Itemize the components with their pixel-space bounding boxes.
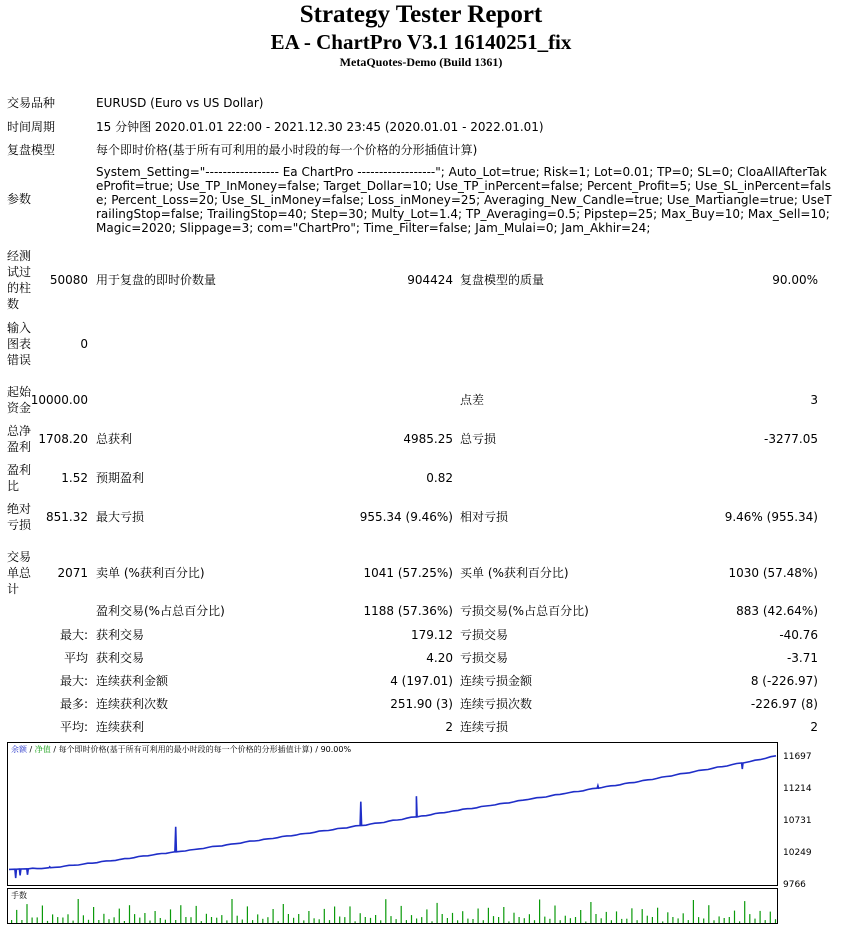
report-subtitle: EA - ChartPro V3.1 16140251_fix [270, 30, 572, 54]
volume-bar [672, 917, 673, 923]
volume-bar [11, 920, 12, 923]
symbol-label: 交易品种 [7, 96, 56, 110]
volume-bar [765, 920, 766, 923]
volume-bar [211, 917, 212, 923]
volume-bar [637, 920, 638, 923]
volume-bar [708, 905, 709, 923]
volume-bar [267, 917, 268, 923]
volume-bar [390, 916, 391, 923]
volume-bar [196, 906, 197, 923]
volume-bar [375, 915, 376, 923]
volume-bar [411, 915, 412, 923]
volume-bar [83, 915, 84, 923]
volume-bar [539, 900, 540, 924]
volume-bar [734, 911, 735, 923]
row-right-value: 8 (-226.97) [750, 674, 818, 688]
volume-bar [78, 899, 79, 923]
volume-bar [134, 914, 135, 923]
volume-bar [93, 907, 94, 923]
row-right-label: 连续亏损金额 [460, 674, 533, 688]
volume-bar [308, 911, 309, 923]
volume-bar [585, 922, 586, 924]
volume-bar [493, 916, 494, 923]
row-prefix: 平均: [59, 720, 88, 734]
caption-equity: 净值 [34, 745, 51, 754]
grossloss-label: 总亏损 [460, 432, 497, 446]
short-value: 1041 (57.25%) [363, 566, 453, 580]
bars-value: 50080 [49, 273, 88, 287]
trades-value: 2071 [57, 566, 88, 580]
absdd-label: 绝对亏损 [7, 502, 32, 532]
volume-bar [242, 920, 243, 924]
y-tick-label: 10731 [783, 815, 812, 826]
quality-label: 复盘模型的质量 [460, 273, 545, 287]
volume-bar [370, 918, 371, 923]
volume-chart [7, 888, 778, 924]
y-tick-label: 11214 [783, 783, 812, 794]
grossprofit-value: 4985.25 [403, 432, 453, 446]
volume-bar [508, 921, 509, 923]
bars-label: 经测试过的柱数 [7, 249, 32, 311]
row-right-label: 亏损交易 [460, 651, 509, 665]
volume-bar [303, 920, 304, 923]
volume-bar [124, 921, 125, 923]
volume-bar [226, 920, 227, 923]
period-label: 时间周期 [7, 120, 56, 134]
payoff-label: 预期盈利 [96, 471, 145, 485]
volume-bar [355, 921, 356, 923]
row-left-label: 连续获利次数 [96, 697, 169, 711]
volume-bar [324, 909, 325, 923]
volume-bar [401, 906, 402, 923]
volume-bar [283, 904, 284, 923]
row-left-label: 连续获利金额 [96, 674, 169, 688]
volume-bar [349, 906, 350, 923]
volume-bar [488, 908, 489, 923]
netprofit-value: 1708.20 [38, 432, 88, 446]
row-right-label: 连续亏损 [460, 720, 509, 734]
volume-bar [57, 917, 58, 923]
volume-bar [729, 917, 730, 923]
volume-bar [37, 917, 38, 923]
volume-bar [775, 919, 776, 923]
volume-bar [457, 920, 458, 923]
volume-bar [688, 920, 689, 923]
caption-rest: / 每个即时价格(基于所有可利用的最小时段的每一个价格的分形插值计算) / 90.00% [50, 745, 352, 754]
volume-bar [498, 917, 499, 923]
volume-bar [580, 910, 581, 923]
chart-caption [11, 745, 351, 755]
volume-bar [575, 917, 576, 923]
volume-bar [616, 911, 617, 923]
ticks-label: 用于复盘的即时价数量 [96, 273, 217, 287]
symbol-value: EURUSD (Euro vs US Dollar) [96, 96, 264, 110]
balance-chart [7, 742, 778, 886]
pf-value: 1.52 [61, 471, 88, 485]
volume-bar [170, 909, 171, 923]
volume-bar [590, 902, 591, 923]
volume-bar [452, 913, 453, 923]
volume-bar [662, 921, 663, 923]
volume-bar [180, 905, 181, 923]
volume-bar [88, 920, 89, 923]
volume-bar [503, 907, 504, 923]
volume-bar [719, 916, 720, 923]
grossloss-value: -3277.05 [764, 432, 818, 446]
volume-bar [231, 899, 232, 923]
volume-bar [724, 918, 725, 923]
volume-bar [62, 918, 63, 924]
volume-bar [560, 920, 561, 923]
netprofit-label: 总净盈利 [7, 424, 32, 454]
volume-bar [237, 916, 238, 923]
volume-bar [339, 917, 340, 924]
y-tick-label: 11697 [783, 751, 812, 762]
volume-bar [47, 921, 48, 923]
volume-bar [108, 919, 109, 923]
volume-bar [713, 920, 714, 923]
volume-bar [626, 919, 627, 923]
row-right-label: 连续亏损次数 [460, 697, 533, 711]
volume-bar [67, 914, 68, 923]
trades-label: 交易单总计 [7, 550, 32, 596]
volume-bar [257, 914, 258, 923]
volume-bar [770, 912, 771, 923]
volume-bar [657, 908, 658, 923]
volume-bar [416, 919, 417, 924]
maxdd-label: 最大亏损 [96, 510, 145, 524]
deposit-label: 起始资金 [7, 385, 32, 415]
volume-bar [483, 920, 484, 923]
volume-bar [611, 920, 612, 923]
volume-bar [621, 919, 622, 923]
row-left-value: 251.90 (3) [390, 697, 453, 711]
volume-bar [406, 920, 407, 923]
volume-bar [190, 917, 191, 923]
volume-bar [73, 921, 74, 923]
volume-bar [52, 914, 53, 923]
volume-bar [129, 905, 130, 923]
volume-bar [544, 917, 545, 923]
volume-bar [262, 919, 263, 923]
volume-bar [98, 920, 99, 923]
volume-bar [437, 903, 438, 923]
loss-trades-value: 883 (42.64%) [736, 604, 818, 618]
volume-bar [462, 911, 463, 923]
volume-bar [396, 919, 397, 923]
spread-value: 3 [810, 393, 818, 407]
volume-bar [155, 911, 156, 923]
build-info: MetaQuotes-Demo (Build 1361) [339, 55, 503, 69]
volume-bar [298, 914, 299, 923]
row-left-label: 获利交易 [96, 651, 145, 665]
volume-bar [344, 917, 345, 923]
volume-bar [149, 921, 150, 924]
model-value: 每个即时价格(基于所有可利用的最小时段的每一个价格的分形插值计算) [96, 143, 478, 157]
row-prefix: 最大: [59, 674, 88, 688]
volume-bar [749, 914, 750, 923]
row-left-value: 2 [445, 720, 453, 734]
volume-bar [165, 920, 166, 923]
volume-bar [144, 913, 145, 923]
deposit-value: 10000.00 [30, 393, 88, 407]
volume-bar [201, 921, 202, 923]
spread-label: 点差 [460, 393, 485, 407]
volume-bar [42, 906, 43, 924]
errors-label: 输入图表错误 [7, 321, 32, 367]
profit-trades-value: 1188 (57.36%) [363, 604, 453, 618]
volume-bar [631, 908, 632, 923]
profit-trades-label: 盈利交易(%占总百分比) [96, 604, 225, 618]
long-value: 1030 (57.48%) [728, 566, 818, 580]
volume-bar [595, 914, 596, 923]
volume-bar [647, 916, 648, 923]
chart-y-axis [783, 742, 842, 892]
volume-bar [114, 917, 115, 923]
volume-bar [160, 918, 161, 923]
volume-bar [570, 918, 571, 923]
volume-bar [365, 917, 366, 923]
period-value: 15 分钟图 2020.01.01 22:00 - 2021.12.30 23:45 (2020.01.01 - 2022.01.01) [96, 120, 544, 134]
volume-bar [698, 917, 699, 923]
volume-bar [513, 913, 514, 923]
volume-bar [247, 906, 248, 923]
volume-bar [431, 921, 432, 923]
volume-bar [442, 914, 443, 923]
row-left-value: 4.20 [426, 651, 453, 665]
volume-bar [221, 915, 222, 923]
volume-caption: 手数 [11, 891, 27, 900]
volume-bar [32, 918, 33, 924]
volume-bar [519, 917, 520, 923]
loss-trades-label: 亏损交易(%占总百分比) [460, 604, 589, 618]
volume-chart-svg [8, 889, 777, 923]
row-right-value: -226.97 (8) [750, 697, 818, 711]
pf-label: 盈利比 [7, 463, 32, 493]
volume-bar [185, 917, 186, 923]
model-label: 复盘模型 [7, 143, 56, 157]
volume-bar [534, 920, 535, 923]
volume-bar [421, 917, 422, 923]
y-tick-label: 10249 [783, 847, 812, 858]
volume-bar [175, 920, 176, 923]
row-left-value: 179.12 [411, 628, 453, 642]
volume-bar [293, 918, 294, 923]
volume-bar [467, 919, 468, 923]
quality-value: 90.00% [772, 273, 818, 287]
reldd-value: 9.46% (955.34) [724, 510, 818, 524]
volume-bar [426, 909, 427, 923]
row-right-label: 亏损交易 [460, 628, 509, 642]
volume-bar [652, 917, 653, 923]
ticks-value: 904424 [407, 273, 453, 287]
volume-bar [565, 916, 566, 923]
payoff-value: 0.82 [426, 471, 453, 485]
report-title: Strategy Tester Report [299, 1, 543, 28]
volume-bar [278, 921, 279, 923]
volume-bar [693, 900, 694, 923]
volume-bar [472, 919, 473, 923]
absdd-value: 851.32 [46, 510, 88, 524]
volume-bar [319, 919, 320, 923]
volume-bar [549, 919, 550, 923]
volume-bar [754, 919, 755, 923]
volume-bar [601, 918, 602, 923]
volume-bar [288, 914, 289, 923]
row-right-value: -40.76 [779, 628, 818, 642]
volume-bar [329, 920, 330, 923]
volume-bar [139, 918, 140, 923]
volume-bar [314, 918, 315, 923]
volume-bar [360, 913, 361, 923]
volume-bar [21, 920, 22, 923]
row-right-value: -3.71 [786, 651, 818, 665]
volume-bar [252, 920, 253, 923]
volume-bar [667, 912, 668, 923]
volume-bar [273, 909, 274, 923]
volume-bar [385, 899, 386, 923]
volume-bar [760, 911, 761, 923]
volume-bar [216, 918, 217, 923]
volume-bar [678, 918, 679, 923]
maxdd-value: 955.34 (9.46%) [359, 510, 453, 524]
volume-bar [380, 920, 381, 923]
row-left-value: 4 (197.01) [390, 674, 453, 688]
volume-bar [206, 914, 207, 923]
volume-bar [744, 901, 745, 923]
volume-bar [103, 914, 104, 923]
caption-sep: / [27, 745, 35, 754]
reldd-label: 相对亏损 [460, 510, 509, 524]
params-label: 参数 [7, 192, 32, 206]
row-prefix: 最多: [59, 697, 88, 711]
row-right-value: 2 [810, 720, 818, 734]
volume-bar [447, 918, 448, 923]
balance-line [9, 756, 776, 878]
volume-bar [16, 910, 17, 923]
volume-bar [26, 904, 27, 923]
volume-bar [683, 913, 684, 923]
volume-bar [739, 921, 740, 923]
volume-bar [529, 914, 530, 923]
row-prefix: 平均 [63, 651, 88, 665]
volume-bar [119, 909, 120, 923]
y-tick-label: 9766 [783, 880, 806, 890]
volume-bar [642, 909, 643, 923]
row-prefix: 最大: [59, 628, 88, 642]
volume-bar [606, 912, 607, 923]
row-left-label: 连续获利 [96, 720, 145, 734]
volume-bar [478, 909, 479, 924]
volume-bar [554, 906, 555, 924]
errors-value: 0 [80, 337, 88, 351]
params-value: System_Setting="----------------- Ea ChartPro ------------------"; Auto_Lot=true; Risk=1; Lot=0.01; TP=0; SL=0; CloaAllAfterTakeProfit=true; Use_TP_InMoney=false; Target_Dollar=10; Use_TP_inPercent=false; Percent_Profit=5; Use_SL_inPercent=false; Percent_Loss=20; Use_SL_inMoney=false; Loss_inMoney=25; Averaging_New_Candle=true; Use_Martiangle=true; UseTrailingStop=false; TrailingStop=40; Step=30; Multy_Lot=1.4; TP_Averaging=0.5; Pipstep=25; Max_Buy=10; Max_Sell=10; Magic=2020; Slippage=3; com="ChartPro"; Time_Filter=false; Jam_Mulai=0; Jam_Akhir=24; [96, 165, 832, 235]
volume-bar [524, 918, 525, 923]
balance-chart-svg [8, 743, 777, 885]
volume-bar [703, 919, 704, 924]
caption-balance: 余额 [11, 745, 27, 754]
long-label: 买单 (%获利百分比) [460, 566, 569, 580]
short-label: 卖单 (%获利百分比) [96, 566, 205, 580]
volume-bar [334, 907, 335, 924]
row-left-label: 获利交易 [96, 628, 145, 642]
grossprofit-label: 总获利 [96, 432, 133, 446]
